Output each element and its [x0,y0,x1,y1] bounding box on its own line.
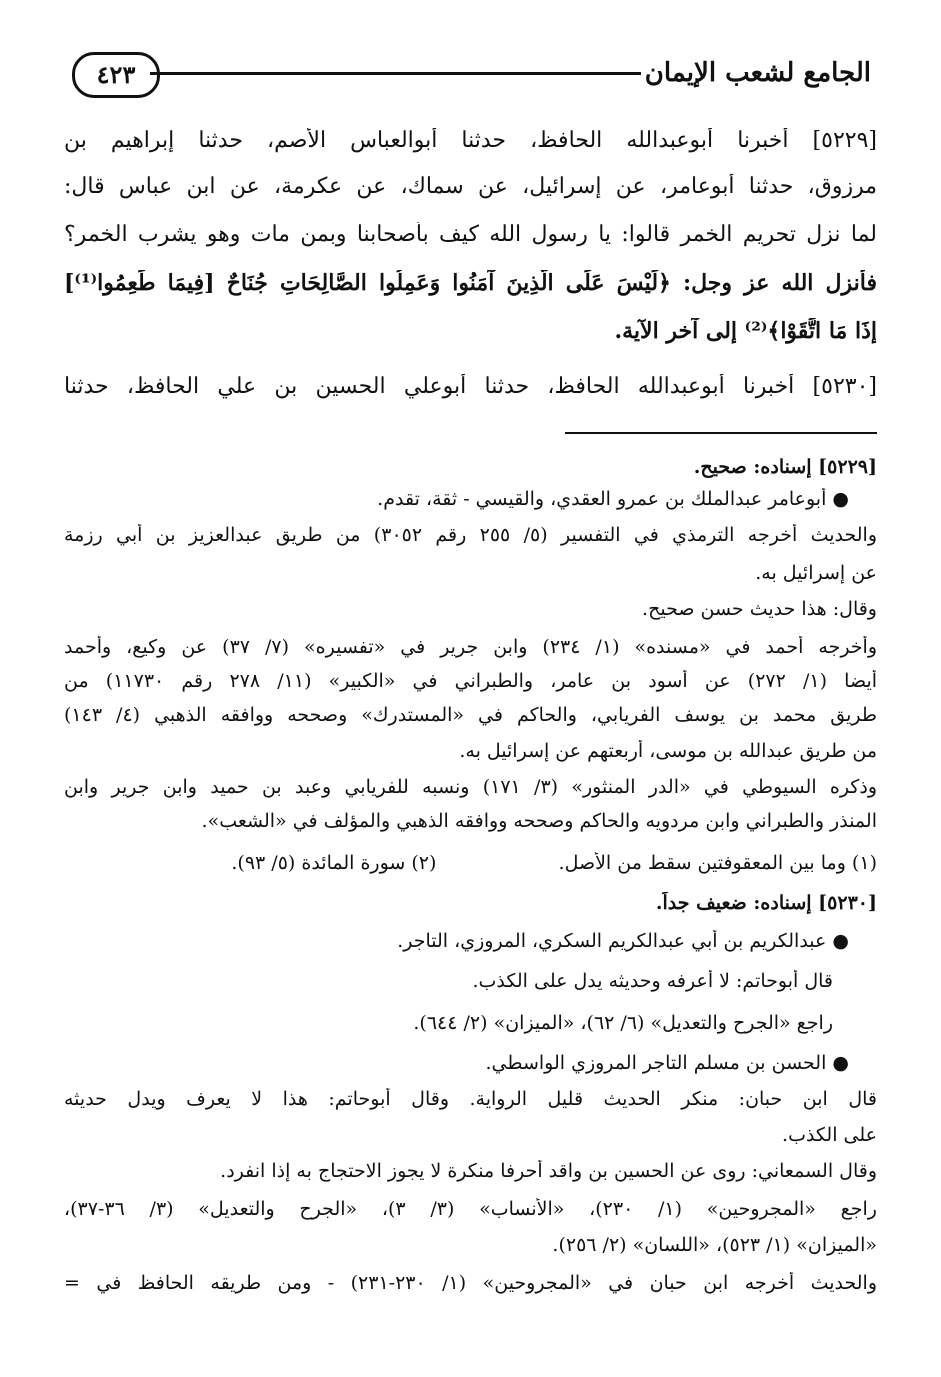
footnote-line: على الكذب. [782,1124,877,1146]
footnote-line: والحديث أخرجه الترمذي في التفسير (٥/ ٢٥٥ رقم ٣٠٥٢) من طريق عبدالعزيز بن أبي رزمة [64,524,877,546]
footnote-line: من طريق عبدالله بن موسى، أربعتهم عن إسرائيل به. [459,740,877,762]
body-line: مرزوق، حدثنا أبوعامر، عن إسرائيل، عن سماك، عن عكرمة، عن ابن عباس قال: [64,174,877,199]
footnote-line: وذكره السيوطي في «الدر المنثور» (٣/ ١٧١) ونسبه للفريابي وعبد بن حميد وابن جرير وابن [64,776,877,798]
footnote-line: والحديث أخرجه ابن حبان في «المجروحين» (١/ ٢٣٠-٢٣١) - ومن طريقه الحافظ في = [64,1272,877,1294]
footnote-note-2: (٢) سورة المائدة (٥/ ٩٣). [231,852,437,874]
footnote-line: راجع «المجروحين» (١/ ٢٣٠)، «الأنساب» (٣/ ٣)، «الجرح والتعديل» (٣/ ٣٦-٣٧)، [64,1198,877,1220]
header-rule [150,72,641,75]
footnote-heading: [٥٢٣٠] إسناده: ضعيف جداً. [655,892,877,914]
footnote-line: ● أبوعامر عبدالملك بن عمرو العقدي، والقيسي - ثقة، تقدم. [377,488,849,510]
footnote-line: وقال: هذا حديث حسن صحيح. [642,598,877,620]
footnote-notes-row [64,852,877,874]
running-header-title: الجامع لشعب الإيمان [644,58,871,88]
footnote-line: أيضا (١/ ٢٧٢) عن أسود بن عامر، والطبراني في «الكبير» (١١/ ٢٧٨ رقم ١١٧٣٠) من [64,670,877,692]
footnote-line: وقال السمعاني: روى عن الحسين بن واقد أحرفا منكرة لا يجوز الاحتجاج به إذا انفرد. [220,1160,877,1182]
body-line: [٥٢٢٩] أخبرنا أبوعبدالله الحافظ، حدثنا أبوالعباس الأصم، حدثنا إبراهيم بن [64,128,877,153]
quran-verse-line: إِذَا مَا اتَّقَوْا﴾⁽²⁾ إلى آخر الآية. [614,318,877,344]
footnote-line: ● الحسن بن مسلم التاجر المروزي الواسطي. [485,1052,849,1074]
footnote-line: طريق محمد بن يوسف الفريابي، والحاكم في «المستدرك» وصححه ووافقه الذهبي (٤/ ١٤٣) [64,704,877,726]
page-number-badge: ٤٢٣ [72,52,160,98]
body-line: [٥٢٣٠] أخبرنا أبوعبدالله الحافظ، حدثنا أبوعلي الحسين بن علي الحافظ، حدثنا [64,374,877,399]
quran-verse-line: فأنزل الله عز وجل: ﴿لَيْسَ عَلَى الَّذِينَ آمَنُوا وَعَمِلُوا الصَّالِحَاتِ جُنَاحٌ [فِيمَا طَعِمُوا⁽¹⁾] [64,270,877,296]
footnote-line: «الميزان» (١/ ٥٢٣)، «اللسان» (٢/ ٢٥٦). [552,1234,877,1256]
footnote-line: ● عبدالكريم بن أبي عبدالكريم السكري، المروزي، التاجر. [397,930,849,952]
footnote-line: قال أبوحاتم: لا أعرفه وحديثه يدل على الكذب. [472,970,833,992]
footnote-line: عن إسرائيل به. [755,562,877,584]
footnote-note-1: (١) وما بين المعقوفتين سقط من الأصل. [558,852,877,874]
footnote-line: راجع «الجرح والتعديل» (٦/ ٦٢)، «الميزان» (٢/ ٦٤٤). [413,1012,833,1034]
body-line: لما نزل تحريم الخمر قالوا: يا رسول الله كيف بأصحابنا وبمن مات وهو يشرب الخمر؟ [64,222,877,247]
footnote-heading: [٥٢٢٩] إسناده: صحيح. [693,456,877,478]
footnote-line: المنذر والطبراني وابن مردويه والحاكم وصححه ووافقه الذهبي والمؤلف في «الشعب». [201,810,877,832]
footnote-separator [565,432,877,434]
footnote-line: قال ابن حبان: منكر الحديث قليل الرواية. وقال أبوحاتم: هذا لا يعرف ويدل حديثه [64,1088,877,1110]
footnote-line: وأخرجه أحمد في «مسنده» (١/ ٢٣٤) وابن جرير في «تفسيره» (٧/ ٣٧) عن وكيع، وأحمد [64,636,877,658]
